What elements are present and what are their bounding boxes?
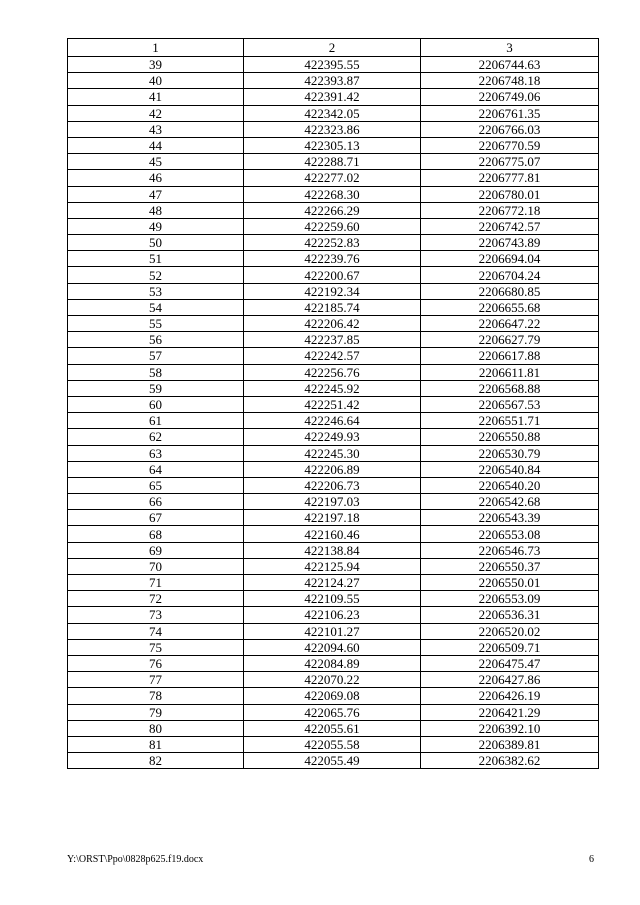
y-coordinate-cell: 2206770.59 — [421, 137, 599, 153]
table-row — [68, 413, 599, 429]
point-number-cell: 76 — [68, 655, 244, 671]
point-number-cell: 68 — [68, 526, 244, 542]
table-row — [68, 105, 599, 121]
point-number-cell: 62 — [68, 429, 244, 445]
point-number-cell: 58 — [68, 364, 244, 380]
point-number-cell: 74 — [68, 623, 244, 639]
x-coordinate-cell: 422237.85 — [244, 332, 421, 348]
table-row — [68, 720, 599, 736]
x-coordinate-cell: 422197.03 — [244, 494, 421, 510]
y-coordinate-cell: 2206550.88 — [421, 429, 599, 445]
table-row — [68, 267, 599, 283]
x-coordinate-cell: 422342.05 — [244, 105, 421, 121]
point-number-cell: 75 — [68, 639, 244, 655]
point-number-cell: 63 — [68, 445, 244, 461]
table-header-row — [68, 39, 599, 57]
x-coordinate-cell: 422249.93 — [244, 429, 421, 445]
x-coordinate-cell: 422206.89 — [244, 461, 421, 477]
x-coordinate-cell: 422055.61 — [244, 720, 421, 736]
table-row — [68, 623, 599, 639]
y-coordinate-cell: 2206530.79 — [421, 445, 599, 461]
y-coordinate-cell: 2206742.57 — [421, 218, 599, 234]
point-number-cell: 49 — [68, 218, 244, 234]
table-row — [68, 510, 599, 526]
x-coordinate-cell: 422256.76 — [244, 364, 421, 380]
point-number-cell: 65 — [68, 477, 244, 493]
y-coordinate-cell: 2206744.63 — [421, 57, 599, 73]
header-cell-1: 1 — [68, 39, 244, 57]
x-coordinate-cell: 422245.92 — [244, 380, 421, 396]
x-coordinate-cell: 422069.08 — [244, 688, 421, 704]
point-number-cell: 50 — [68, 235, 244, 251]
x-coordinate-cell: 422391.42 — [244, 89, 421, 105]
point-number-cell: 48 — [68, 202, 244, 218]
x-coordinate-cell: 422109.55 — [244, 591, 421, 607]
table-row — [68, 202, 599, 218]
point-number-cell: 69 — [68, 542, 244, 558]
table-row — [68, 235, 599, 251]
y-coordinate-cell: 2206766.03 — [421, 121, 599, 137]
point-number-cell: 44 — [68, 137, 244, 153]
x-coordinate-cell: 422192.34 — [244, 283, 421, 299]
x-coordinate-cell: 422393.87 — [244, 73, 421, 89]
table-row — [68, 542, 599, 558]
point-number-cell: 61 — [68, 413, 244, 429]
x-coordinate-cell: 422185.74 — [244, 299, 421, 315]
table-row — [68, 494, 599, 510]
table-row — [68, 753, 599, 769]
x-coordinate-cell: 422084.89 — [244, 655, 421, 671]
table-row — [68, 348, 599, 364]
point-number-cell: 43 — [68, 121, 244, 137]
x-coordinate-cell: 422138.84 — [244, 542, 421, 558]
table-row — [68, 736, 599, 752]
point-number-cell: 64 — [68, 461, 244, 477]
table-row — [68, 429, 599, 445]
table-row — [68, 170, 599, 186]
y-coordinate-cell: 2206749.06 — [421, 89, 599, 105]
table-row — [68, 655, 599, 671]
table-row — [68, 137, 599, 153]
point-number-cell: 41 — [68, 89, 244, 105]
table-row — [68, 461, 599, 477]
x-coordinate-cell: 422206.42 — [244, 316, 421, 332]
table-row — [68, 591, 599, 607]
x-coordinate-cell: 422160.46 — [244, 526, 421, 542]
x-coordinate-cell: 422266.29 — [244, 202, 421, 218]
x-coordinate-cell: 422252.83 — [244, 235, 421, 251]
point-number-cell: 42 — [68, 105, 244, 121]
x-coordinate-cell: 422239.76 — [244, 251, 421, 267]
x-coordinate-cell: 422070.22 — [244, 672, 421, 688]
x-coordinate-cell: 422305.13 — [244, 137, 421, 153]
table-row — [68, 299, 599, 315]
x-coordinate-cell: 422251.42 — [244, 396, 421, 412]
point-number-cell: 79 — [68, 704, 244, 720]
point-number-cell: 57 — [68, 348, 244, 364]
x-coordinate-cell: 422101.27 — [244, 623, 421, 639]
table-row — [68, 218, 599, 234]
x-coordinate-cell: 422206.73 — [244, 477, 421, 493]
x-coordinate-cell: 422200.67 — [244, 267, 421, 283]
y-coordinate-cell: 2206761.35 — [421, 105, 599, 121]
table-row — [68, 316, 599, 332]
point-number-cell: 67 — [68, 510, 244, 526]
table-row — [68, 688, 599, 704]
table-row — [68, 121, 599, 137]
y-coordinate-cell: 2206421.29 — [421, 704, 599, 720]
x-coordinate-cell: 422277.02 — [244, 170, 421, 186]
y-coordinate-cell: 2206475.47 — [421, 655, 599, 671]
y-coordinate-cell: 2206542.68 — [421, 494, 599, 510]
point-number-cell: 72 — [68, 591, 244, 607]
x-coordinate-cell: 422197.18 — [244, 510, 421, 526]
x-coordinate-cell: 422259.60 — [244, 218, 421, 234]
y-coordinate-cell: 2206382.62 — [421, 753, 599, 769]
y-coordinate-cell: 2206775.07 — [421, 154, 599, 170]
point-number-cell: 82 — [68, 753, 244, 769]
y-coordinate-cell: 2206551.71 — [421, 413, 599, 429]
table-row — [68, 575, 599, 591]
y-coordinate-cell: 2206772.18 — [421, 202, 599, 218]
table-row — [68, 445, 599, 461]
y-coordinate-cell: 2206520.02 — [421, 623, 599, 639]
y-coordinate-cell: 2206611.81 — [421, 364, 599, 380]
x-coordinate-cell: 422125.94 — [244, 558, 421, 574]
y-coordinate-cell: 2206543.39 — [421, 510, 599, 526]
table-row — [68, 332, 599, 348]
footer-file-path: Y:\ORST\Ppo\0828p625.f19.docx — [67, 854, 204, 865]
x-coordinate-cell: 422055.58 — [244, 736, 421, 752]
point-number-cell: 59 — [68, 380, 244, 396]
point-number-cell: 80 — [68, 720, 244, 736]
table-row — [68, 186, 599, 202]
y-coordinate-cell: 2206553.08 — [421, 526, 599, 542]
point-number-cell: 46 — [68, 170, 244, 186]
point-number-cell: 71 — [68, 575, 244, 591]
table-body — [68, 39, 599, 769]
point-number-cell: 45 — [68, 154, 244, 170]
point-number-cell: 53 — [68, 283, 244, 299]
table-row — [68, 251, 599, 267]
y-coordinate-cell: 2206680.85 — [421, 283, 599, 299]
y-coordinate-cell: 2206540.84 — [421, 461, 599, 477]
y-coordinate-cell: 2206567.53 — [421, 396, 599, 412]
y-coordinate-cell: 2206426.19 — [421, 688, 599, 704]
point-number-cell: 54 — [68, 299, 244, 315]
y-coordinate-cell: 2206617.88 — [421, 348, 599, 364]
y-coordinate-cell: 2206780.01 — [421, 186, 599, 202]
header-cell-2: 2 — [244, 39, 421, 57]
x-coordinate-cell: 422124.27 — [244, 575, 421, 591]
y-coordinate-cell: 2206550.37 — [421, 558, 599, 574]
point-number-cell: 52 — [68, 267, 244, 283]
y-coordinate-cell: 2206704.24 — [421, 267, 599, 283]
table-row — [68, 154, 599, 170]
point-number-cell: 70 — [68, 558, 244, 574]
point-number-cell: 78 — [68, 688, 244, 704]
x-coordinate-cell: 422246.64 — [244, 413, 421, 429]
y-coordinate-cell: 2206748.18 — [421, 73, 599, 89]
point-number-cell: 55 — [68, 316, 244, 332]
x-coordinate-cell: 422242.57 — [244, 348, 421, 364]
point-number-cell: 66 — [68, 494, 244, 510]
coordinates-table — [67, 38, 599, 769]
x-coordinate-cell: 422065.76 — [244, 704, 421, 720]
footer-page-number: 6 — [589, 854, 594, 865]
x-coordinate-cell: 422395.55 — [244, 57, 421, 73]
table-row — [68, 477, 599, 493]
point-number-cell: 81 — [68, 736, 244, 752]
y-coordinate-cell: 2206647.22 — [421, 316, 599, 332]
table-row — [68, 672, 599, 688]
x-coordinate-cell: 422288.71 — [244, 154, 421, 170]
y-coordinate-cell: 2206550.01 — [421, 575, 599, 591]
x-coordinate-cell: 422323.86 — [244, 121, 421, 137]
table-row — [68, 526, 599, 542]
point-number-cell: 60 — [68, 396, 244, 412]
y-coordinate-cell: 2206427.86 — [421, 672, 599, 688]
point-number-cell: 39 — [68, 57, 244, 73]
y-coordinate-cell: 2206553.09 — [421, 591, 599, 607]
y-coordinate-cell: 2206536.31 — [421, 607, 599, 623]
x-coordinate-cell: 422094.60 — [244, 639, 421, 655]
table-row — [68, 396, 599, 412]
point-number-cell: 51 — [68, 251, 244, 267]
y-coordinate-cell: 2206777.81 — [421, 170, 599, 186]
y-coordinate-cell: 2206694.04 — [421, 251, 599, 267]
x-coordinate-cell: 422245.30 — [244, 445, 421, 461]
y-coordinate-cell: 2206743.89 — [421, 235, 599, 251]
header-cell-3: 3 — [421, 39, 599, 57]
table-row — [68, 89, 599, 105]
table-row — [68, 364, 599, 380]
table-row — [68, 57, 599, 73]
point-number-cell: 40 — [68, 73, 244, 89]
point-number-cell: 47 — [68, 186, 244, 202]
x-coordinate-cell: 422106.23 — [244, 607, 421, 623]
y-coordinate-cell: 2206655.68 — [421, 299, 599, 315]
table-row — [68, 283, 599, 299]
point-number-cell: 77 — [68, 672, 244, 688]
point-number-cell: 73 — [68, 607, 244, 623]
table-row — [68, 380, 599, 396]
y-coordinate-cell: 2206546.73 — [421, 542, 599, 558]
x-coordinate-cell: 422055.49 — [244, 753, 421, 769]
table-row — [68, 558, 599, 574]
table-row — [68, 704, 599, 720]
point-number-cell: 56 — [68, 332, 244, 348]
y-coordinate-cell: 2206389.81 — [421, 736, 599, 752]
y-coordinate-cell: 2206568.88 — [421, 380, 599, 396]
table-row — [68, 639, 599, 655]
y-coordinate-cell: 2206540.20 — [421, 477, 599, 493]
y-coordinate-cell: 2206509.71 — [421, 639, 599, 655]
y-coordinate-cell: 2206392.10 — [421, 720, 599, 736]
x-coordinate-cell: 422268.30 — [244, 186, 421, 202]
table-row — [68, 607, 599, 623]
y-coordinate-cell: 2206627.79 — [421, 332, 599, 348]
table-row — [68, 73, 599, 89]
